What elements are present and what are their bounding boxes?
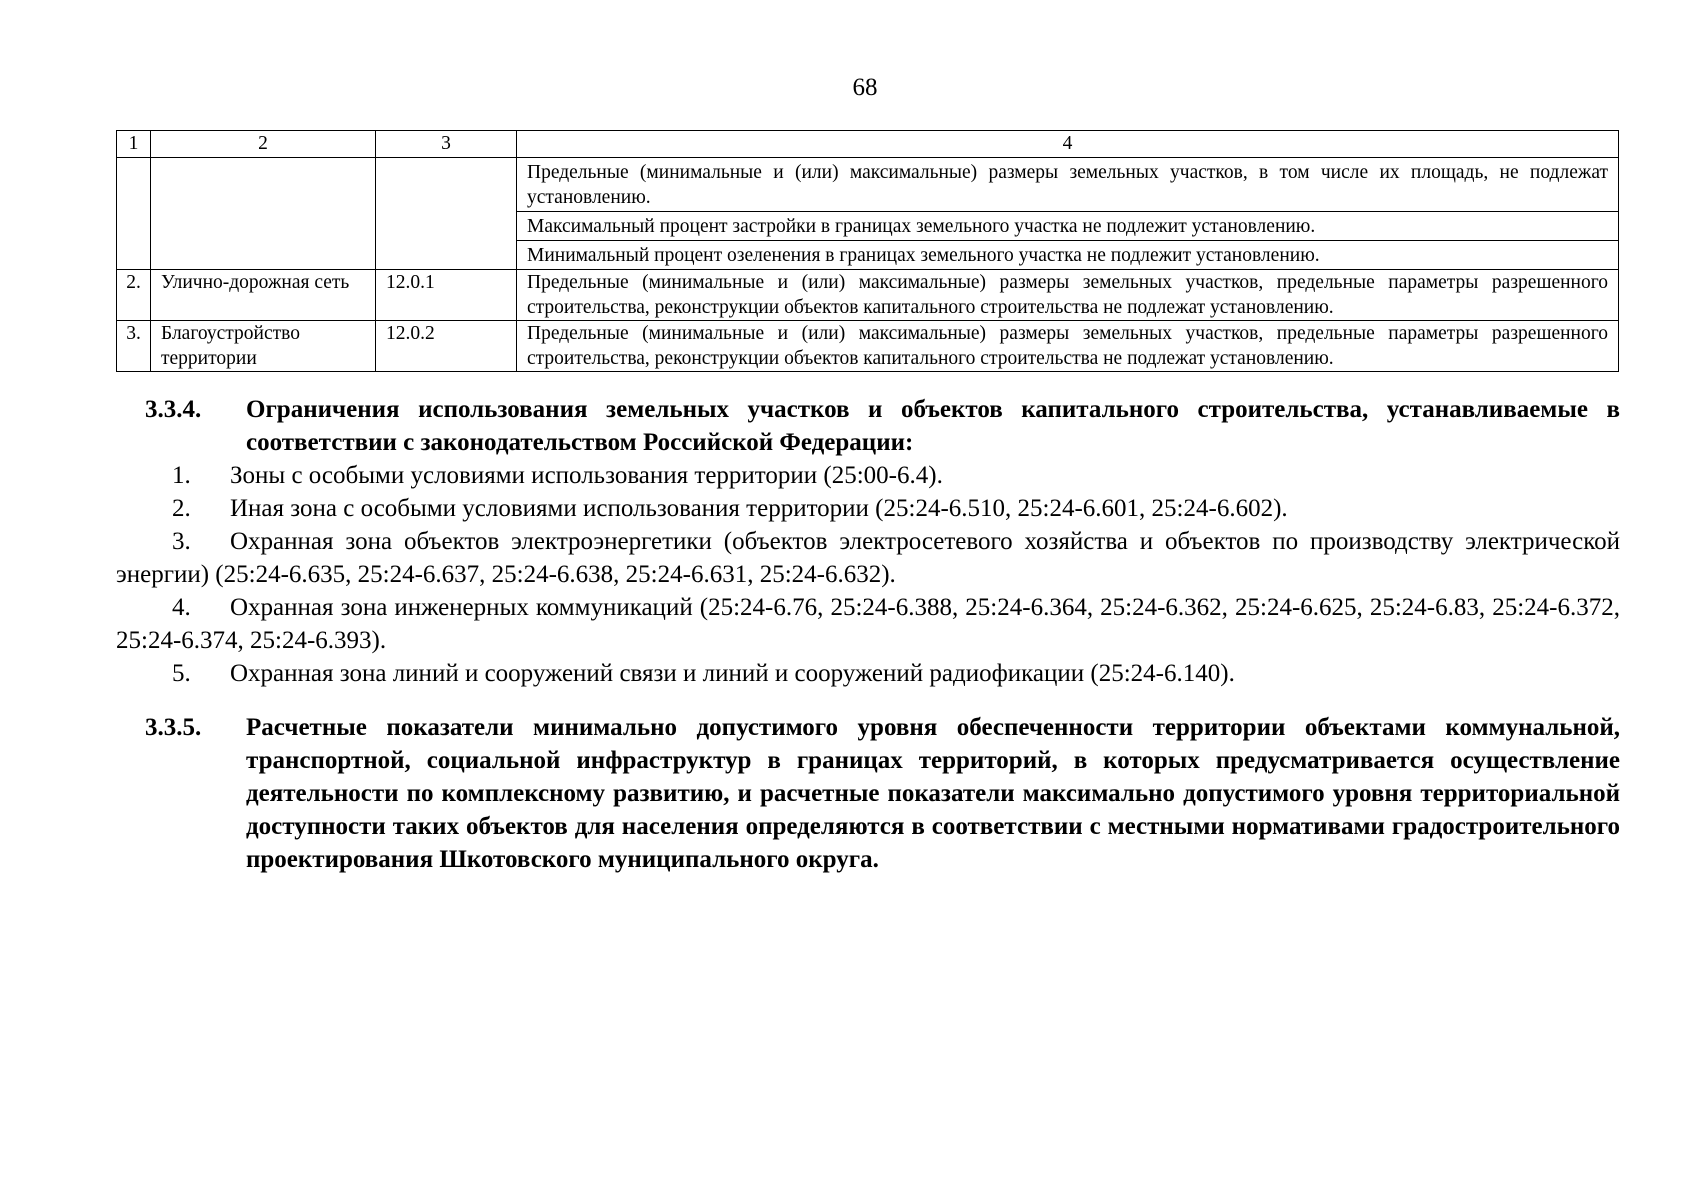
table-row [117,158,1619,212]
continuation-cell: Максимальный процент застройки в границах земельного участка не подлежит установлению. [517,212,1619,241]
row-number: 3. [117,321,151,372]
continuation-cell: Минимальный процент озеленения в границах земельного участка не подлежит установлению. [517,241,1619,270]
table-row [117,270,1619,321]
list-item-number: 1. [172,462,191,489]
list-item-number: 3. [172,528,191,555]
header-col-4: 4 [517,131,1619,158]
page-number: 68 [852,74,878,101]
table-cell-empty [151,158,376,270]
list-item-text: Иная зона с особыми условиями использования территории (25:24-6.510, 25:24-6.601, 25:24-6.602). [230,495,1288,522]
list-item [116,591,1620,657]
table-cell-empty [117,158,151,270]
header-col-3: 3 [376,131,517,158]
list-item [116,459,1620,492]
use-parameters: Предельные (минимальные и (или) максимальные) размеры земельных участков, предельные параметры разрешенного строительства, реконструкции объектов капитального строительства не подлежат установлению. [517,270,1619,321]
section-number: 3.3.5. [145,714,202,741]
use-name: Благоустройство территории [151,321,376,372]
list-item-text: Зоны с особыми условиями использования территории (25:00-6.4). [230,462,943,489]
use-code: 12.0.1 [376,270,517,321]
table-cell-empty [376,158,517,270]
section-number: 3.3.4. [145,396,202,423]
table-row [117,321,1619,372]
section-3-3-4 [116,393,1620,690]
use-parameters: Предельные (минимальные и (или) максимальные) размеры земельных участков, предельные параметры разрешенного строительства, реконструкции объектов капитального строительства не подлежат установлению. [517,321,1619,372]
list-item-text: Охранная зона объектов электроэнергетики (объектов электросетевого хозяйства и объектов по производству электрической энергии) (25:24-6.635, 25:24-6.637, 25:24-6.638, 25:24-6.631, 25:24-6.632). [116,528,1620,588]
section-title: Ограничения использования земельных участков и объектов капитального строительства, устанавливаемые в соответствии с законодательством Российской Федерации: [246,396,1620,456]
use-code: 12.0.2 [376,321,517,372]
list-item-text: Охранная зона инженерных коммуникаций (25:24-6.76, 25:24-6.388, 25:24-6.364, 25:24-6.362, 25:24-6.625, 25:24-6.83, 25:24-6.372, 25:24-6.374, 25:24-6.393). [116,594,1620,654]
land-use-table [116,130,1619,372]
list-item [116,492,1620,525]
list-item [116,525,1620,591]
section-heading [116,393,1620,459]
header-col-1: 1 [117,131,151,158]
list-item-text: Охранная зона линий и сооружений связи и линий и сооружений радиофикации (25:24-6.140). [230,660,1235,687]
list-item-number: 2. [172,495,191,522]
continuation-cell: Предельные (минимальные и (или) максимальные) размеры земельных участков, в том числе их площадь, не подлежат установлению. [517,158,1619,212]
list-item [116,657,1620,690]
section-title: Расчетные показатели минимально допустимого уровня обеспеченности территории объектами коммунальной, транспортной, социальной инфраструктур в границах территорий, в которых предусматривается осуществление деятельности по комплексному развитию, и расчетные показатели максимально допустимого уровня территориальной доступности таких объектов для населения определяются в соответствии с местными нормативами градостроительного проектирования Шкотовского муниципального округа. [246,714,1620,873]
section-heading [116,711,1620,876]
header-col-2: 2 [151,131,376,158]
list-item-number: 4. [172,594,191,621]
section-3-3-5 [116,711,1620,876]
list-item-number: 5. [172,660,191,687]
use-name: Улично-дорожная сеть [151,270,376,321]
table-header-row [117,131,1619,158]
row-number: 2. [117,270,151,321]
